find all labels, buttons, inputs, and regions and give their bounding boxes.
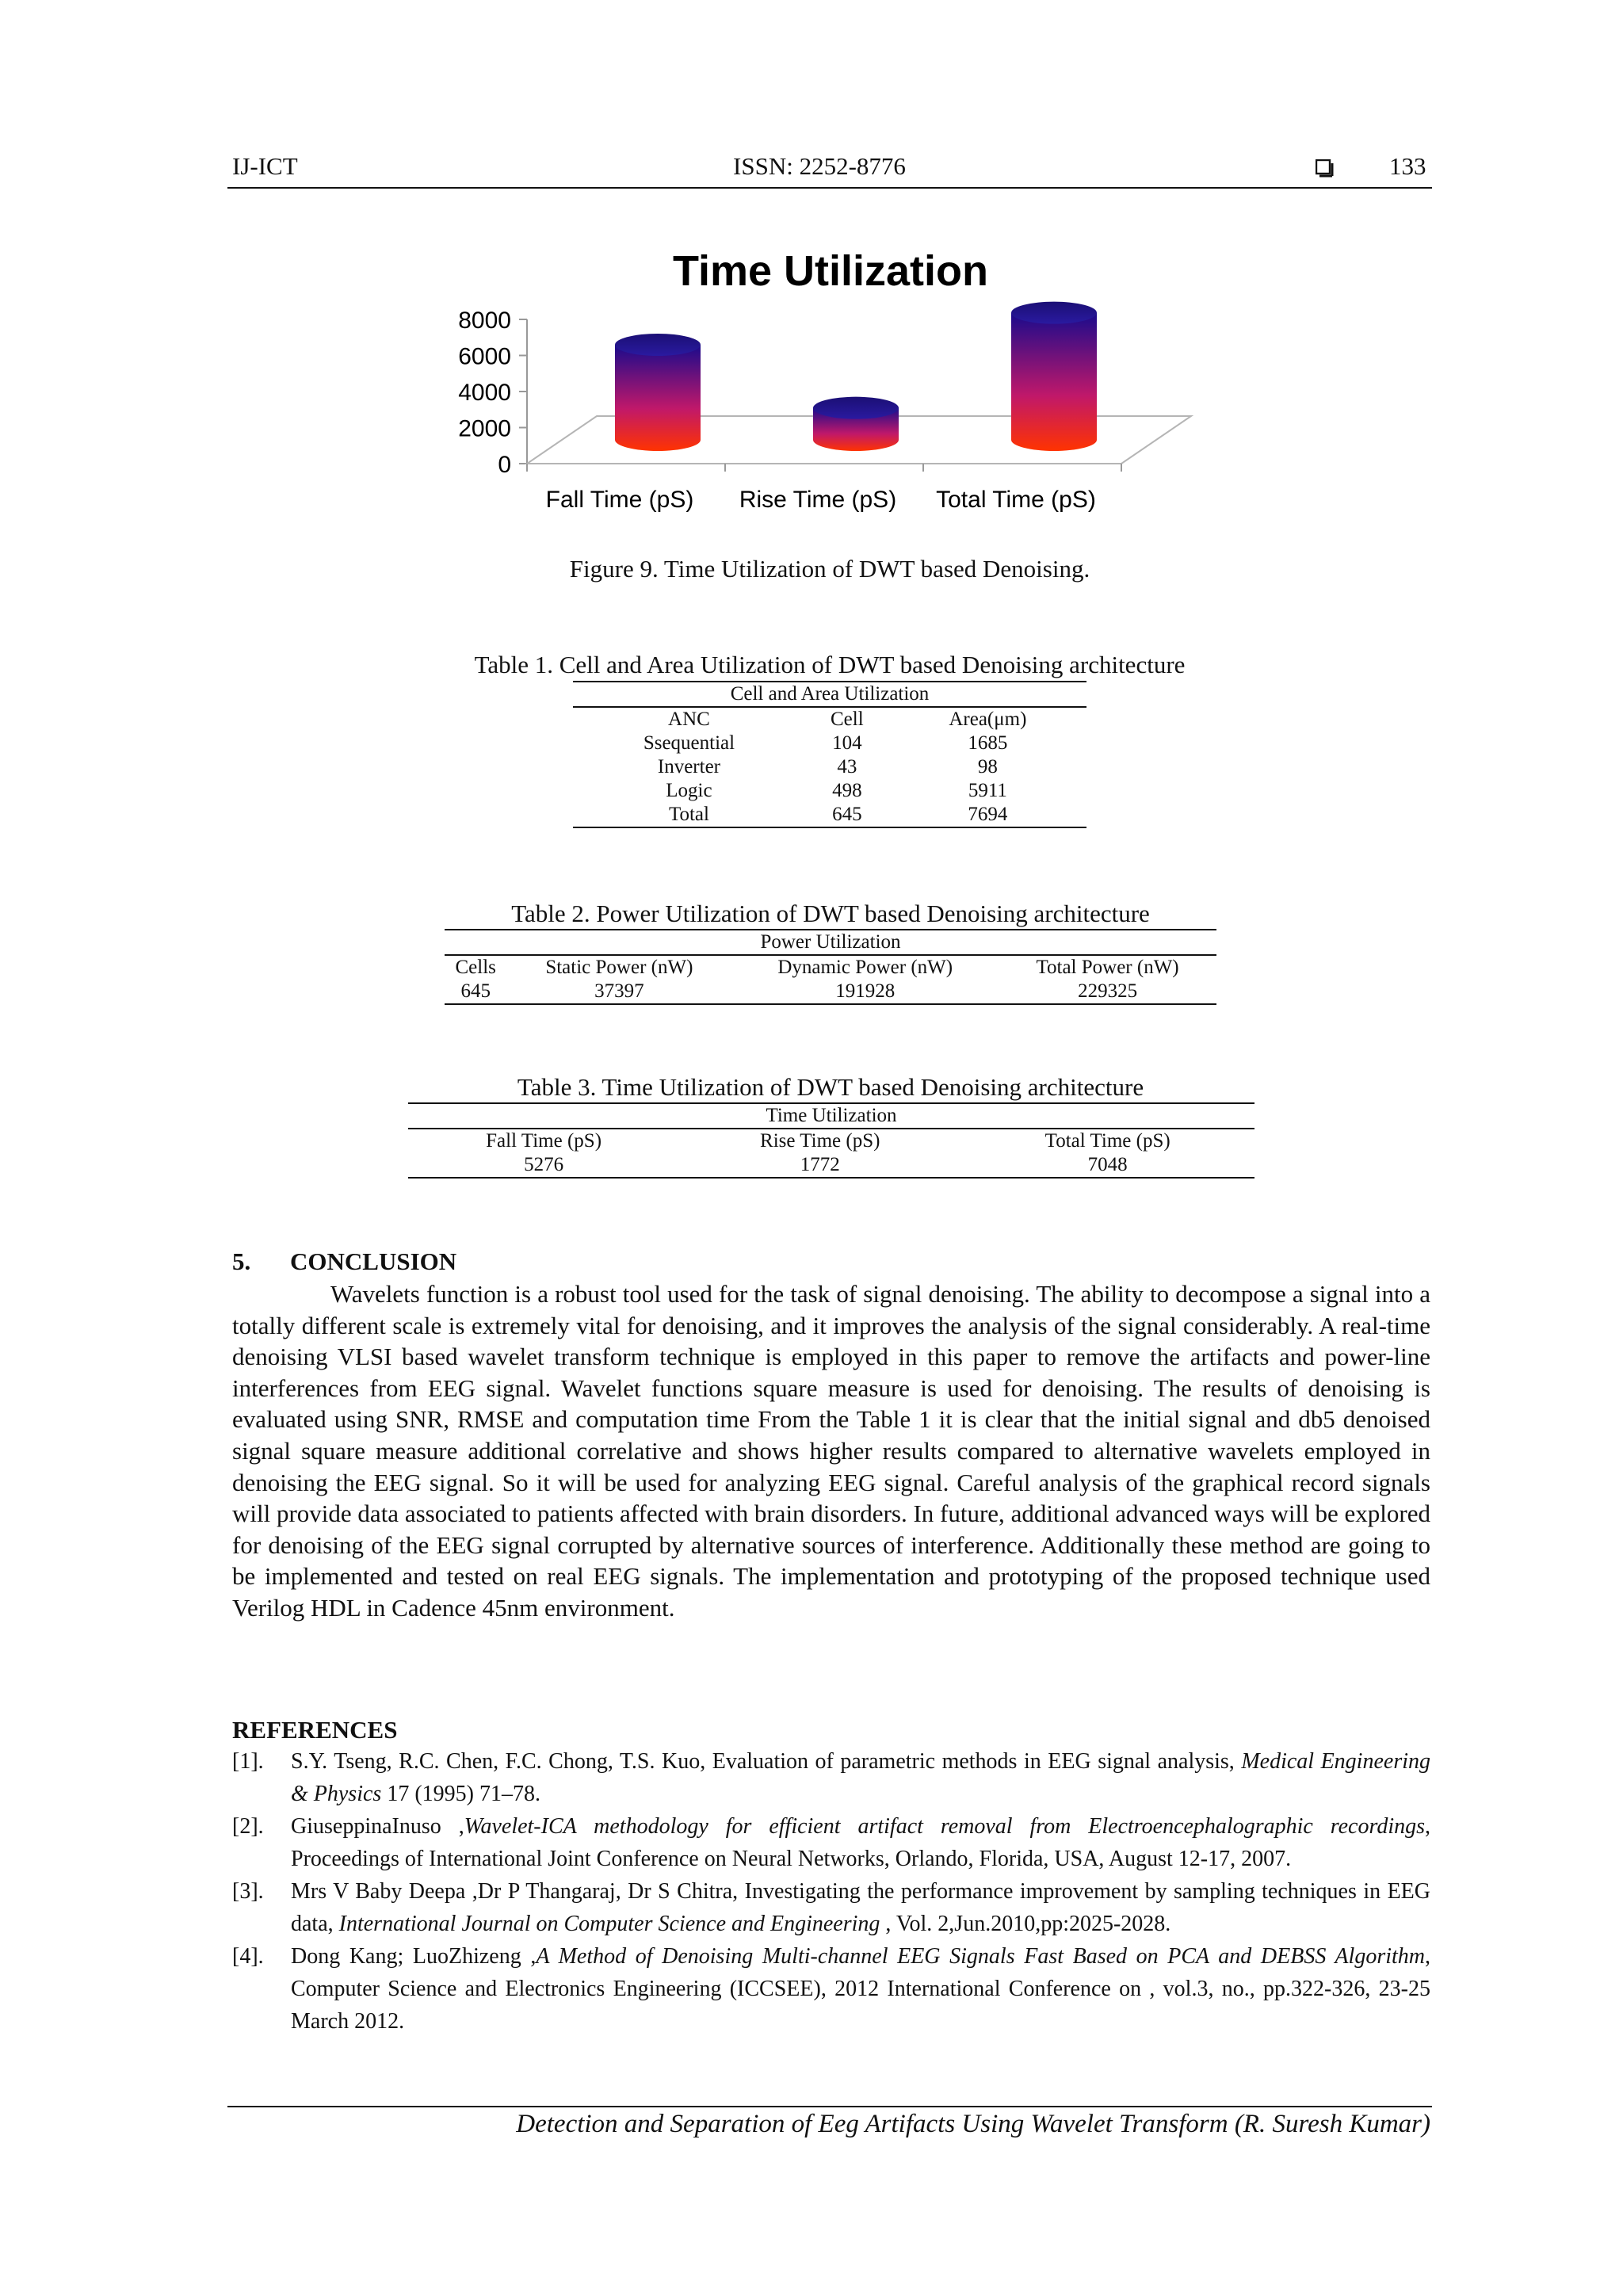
- reference-number: [3].: [232, 1879, 264, 1904]
- table-header: ANC: [668, 709, 710, 730]
- table-row: [408, 1153, 1254, 1178]
- table1-caption: Table 1. Cell and Area Utilization of DWT based Denoising architecture: [474, 651, 1186, 678]
- table-header: Static Power (nW): [545, 957, 693, 978]
- time-utilization-chart: [412, 238, 1236, 523]
- header-rule: [227, 187, 1432, 189]
- reference-number: [2].: [232, 1814, 264, 1839]
- section-number: 5.: [232, 1247, 251, 1275]
- table-cell: 43: [837, 756, 857, 777]
- footer-rule: [227, 2106, 1432, 2107]
- table-cell: 7048: [960, 1153, 1254, 1178]
- reference-item: [4]. Dong Kang; LuoZhizeng ,A Method of Denoising Multi-channel EEG Signals Fast Based on PCA and DEBSS Algorithm, Computer Science and Electronics Engineering (ICCSEE), 2012 International Conference on , vol.3, no., pp.322-326, 23-25 March 2012.: [232, 1940, 1430, 2038]
- x-axis-labels: [546, 487, 1096, 513]
- table-header: Fall Time (pS): [486, 1130, 602, 1152]
- x-tick-label: Rise Time (pS): [739, 487, 897, 513]
- table-cell: 229325: [999, 980, 1216, 1004]
- table-header: Cell: [830, 709, 864, 730]
- table-cell: 104: [832, 732, 862, 754]
- table-header: Total Power (nW): [1036, 957, 1179, 978]
- figure9-caption: Figure 9. Time Utilization of DWT based Denoising.: [569, 555, 1090, 583]
- table-row: [573, 755, 1086, 779]
- issn: ISSN: 2252-8776: [733, 152, 906, 180]
- table-cell: Total: [573, 803, 805, 827]
- table-cell: 191928: [731, 980, 999, 1004]
- table-header: Cells: [455, 957, 496, 978]
- table-cell: Inverter: [657, 756, 720, 777]
- x-tick-label: Total Time (pS): [936, 487, 1096, 513]
- bar: [1011, 302, 1097, 451]
- table-row: [573, 803, 1086, 827]
- table3: [408, 1102, 1254, 1179]
- box-icon: [1316, 156, 1333, 174]
- reference-item: [2]. GiuseppinaInuso ,Wavelet-ICA methodology for efficient artifact removal from Electroencephalographic recordings, Proceedings of International Joint Conference on Neural Networks, Orlando, Florida, USA, August 12-17, 2007.: [232, 1810, 1430, 1875]
- conclusion-paragraph: Wavelets function is a robust tool used for the task of signal denoising. The ability to decompose a signal into a totally different scale is extremely vital for denoising, and it improves the analysis of the signal considerably. A real-time denoising VLSI based wavelet transform technique is employed in this paper to remove the artifacts and power-line interferences from EEG signal. Wavelet functions square measure is used for denoising. The results of denoising is evaluated using SNR, RMSE and computation time From the Table 1 it is clear that the initial signal and db5 denoised signal square measure additional correlative and shows higher results compared to alternative wavelets employed in denoising the EEG signal. So it will be used for analyzing EEG signal. Careful analysis of the graphical record signals will provide data associated to patients affected with brain disorders. In future, additional advanced ways will be explored for denoising of the EEG signal corrupted by alternative sources of interference. Additionally these method are going to be implemented and tested on real EEG signals. The implementation and prototyping of the proposed technique used Verilog HDL in Cadence 45nm environment.: [232, 1280, 1430, 1622]
- table2-caption: Table 2. Power Utilization of DWT based Denoising architecture: [511, 900, 1150, 927]
- bar-body: [1011, 313, 1097, 451]
- journal-name: IJ-ICT: [232, 152, 298, 180]
- table-row: [573, 732, 1086, 755]
- bar-body: [615, 345, 701, 451]
- reference-number: [1].: [232, 1749, 264, 1774]
- section-title: CONCLUSION: [290, 1247, 457, 1275]
- table-cell: Logic: [666, 780, 712, 801]
- table-header: Total Time (pS): [1044, 1130, 1170, 1152]
- table2: [445, 929, 1216, 1005]
- reference-item: [1]. S.Y. Tseng, R.C. Chen, F.C. Chong, T.S. Kuo, Evaluation of parametric methods in EEG signal analysis, Medical Engineering & Physics 17 (1995) 71–78.: [232, 1745, 1430, 1810]
- table1: [573, 681, 1086, 828]
- bar: [813, 397, 899, 451]
- y-tick-label: 4000: [458, 380, 511, 406]
- reference-number: [4].: [232, 1944, 264, 1969]
- table-row: [445, 980, 1216, 1004]
- reference-item: [3]. Mrs V Baby Deepa ,Dr P Thangaraj, Dr S Chitra, Investigating the performance improvement by sampling techniques in EEG data, International Journal on Computer Science and Engineering , Vol. 2,Jun.2010,pp:2025-2028.: [232, 1875, 1430, 1940]
- bar-series: [615, 302, 1097, 451]
- table-cell: 498: [832, 780, 862, 801]
- reference-title: Wavelet-ICA methodology for efficient artifact removal from Electroencephalographic recordings: [464, 1814, 1425, 1839]
- bar-cap: [615, 334, 701, 356]
- table-cell: 645: [445, 980, 506, 1004]
- table1-group-header: Cell and Area Utilization: [573, 682, 1086, 707]
- y-tick-label: 6000: [458, 343, 511, 370]
- table-cell: 7694: [889, 803, 1086, 827]
- page-number: 133: [1389, 152, 1426, 180]
- reference-title: Medical Engineering & Physics: [291, 1749, 1430, 1806]
- table3-caption: Table 3. Time Utilization of DWT based Denoising architecture: [517, 1073, 1144, 1101]
- table-header: Area(μm): [949, 709, 1027, 730]
- table-cell: 5276: [408, 1153, 679, 1178]
- reference-list: [232, 1745, 1430, 2038]
- chart-title: Time Utilization: [672, 247, 989, 295]
- y-axis: [458, 308, 527, 478]
- table-cell: 98: [977, 756, 998, 777]
- bar: [615, 334, 701, 451]
- references-title: REFERENCES: [232, 1716, 398, 1744]
- y-tick-label: 2000: [458, 415, 511, 442]
- table-header: Dynamic Power (nW): [777, 957, 953, 978]
- table2-group-header: Power Utilization: [445, 930, 1216, 955]
- bar-cap: [1011, 302, 1097, 324]
- table-cell: 645: [805, 803, 889, 827]
- reference-title: A Method of Denoising Multi-channel EEG Signals Fast Based on PCA and DEBSS Algorithm: [536, 1944, 1425, 1969]
- table-header: Rise Time (pS): [760, 1130, 880, 1152]
- table-cell: 1772: [679, 1153, 960, 1178]
- table-row: [573, 779, 1086, 803]
- table-cell: 37397: [506, 980, 731, 1004]
- running-title: Detection and Separation of Eeg Artifacts Using Wavelet Transform (R. Suresh Kumar): [516, 2110, 1430, 2138]
- y-tick-label: 0: [498, 452, 511, 478]
- x-tick-label: Fall Time (pS): [545, 487, 694, 513]
- reference-title: International Journal on Computer Science and Engineering: [338, 1912, 880, 1936]
- table3-group-header: Time Utilization: [408, 1103, 1254, 1129]
- bar-cap: [813, 397, 899, 419]
- y-tick-label: 8000: [458, 308, 511, 334]
- table-cell: 1685: [968, 732, 1008, 754]
- table-cell: 5911: [968, 780, 1007, 801]
- table-cell: Ssequential: [643, 732, 735, 754]
